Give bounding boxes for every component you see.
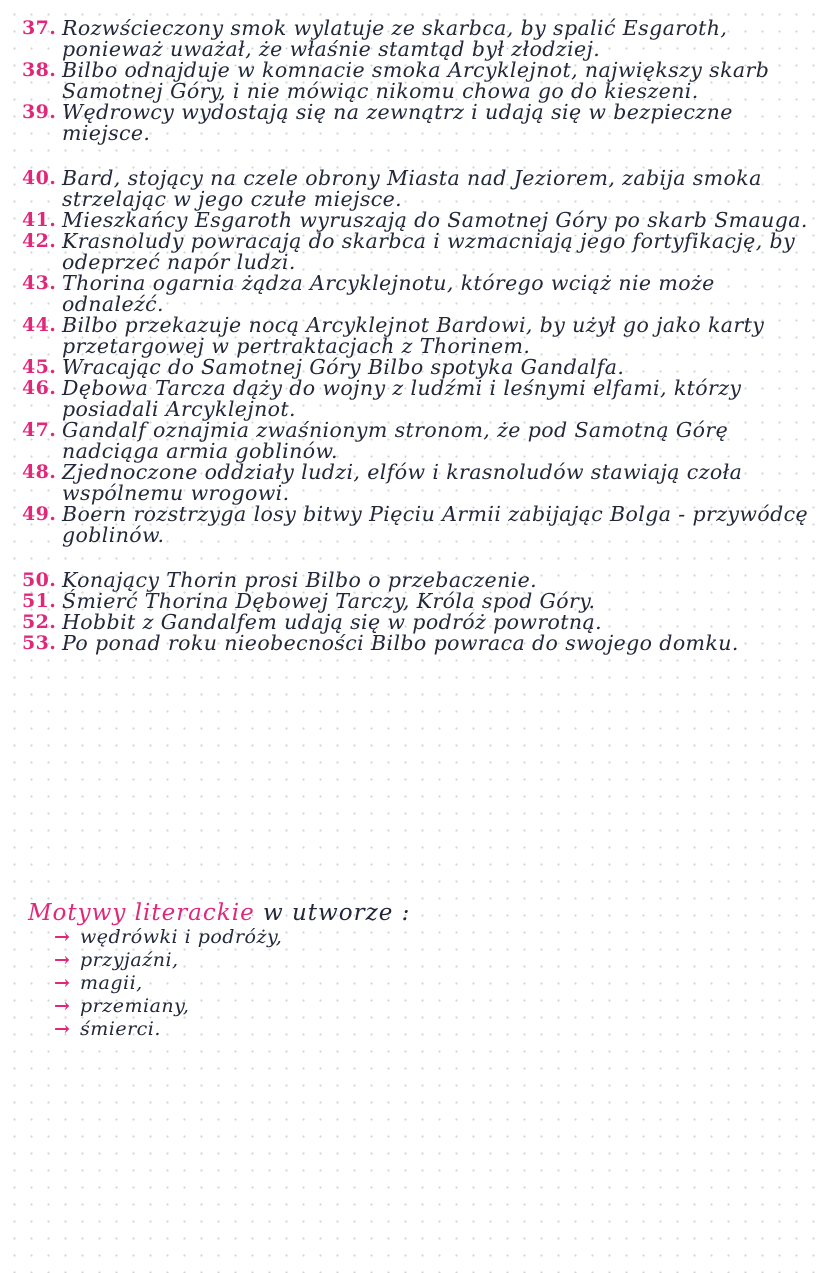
motifs-heading-rest: w utworze : — [263, 900, 411, 926]
item-number: 39. — [22, 101, 57, 123]
item-text: Krasnoludy powracają do skarbca i wzmacniają jego fortyfikację, by odeprzeć napór ludzi. — [62, 229, 796, 274]
item-number: 44. — [22, 314, 57, 336]
list-item — [22, 357, 822, 378]
spacer — [22, 144, 822, 168]
list-item — [22, 420, 822, 462]
list-item — [22, 60, 822, 102]
item-number: 45. — [22, 356, 57, 378]
spacer — [22, 546, 822, 570]
motif-text: śmierci. — [80, 1018, 161, 1040]
item-number: 53. — [22, 632, 57, 654]
arrow-right-icon: → — [54, 1018, 71, 1040]
arrow-right-icon: → — [54, 949, 71, 971]
motif-text: wędrówki i podróży, — [80, 926, 283, 948]
item-number: 38. — [22, 59, 57, 81]
list-item — [22, 315, 822, 357]
plot-events-list — [22, 18, 822, 654]
list-item — [22, 168, 822, 210]
list-item — [22, 462, 822, 504]
list-item — [22, 378, 822, 420]
item-text: Gandalf oznajmia zwaśnionym stronom, że pod Samotną Górę nadciąga armia goblinów. — [62, 418, 729, 463]
item-text: Konający Thorin prosi Bilbo o przebaczenie. — [62, 568, 538, 592]
arrow-right-icon: → — [54, 995, 71, 1017]
item-number: 43. — [22, 272, 57, 294]
item-text: Mieszkańcy Esgaroth wyruszają do Samotnej Góry po skarb Smauga. — [62, 208, 808, 232]
literary-motifs-section — [28, 900, 788, 1041]
item-text: Rozwścieczony smok wylatuje ze skarbca, by spalić Esgaroth, ponieważ uważał, że właśnie stamtąd był złodziej. — [62, 16, 728, 61]
item-text: Bilbo przekazuje nocą Arcyklejnot Bardowi, by użył go jako karty przetargowej w pertraktacjach z Thorinem. — [62, 313, 765, 358]
item-number: 40. — [22, 167, 57, 189]
motifs-heading-colored: Motywy literackie — [28, 900, 255, 926]
item-number: 46. — [22, 377, 57, 399]
motif-text: przemiany, — [80, 995, 190, 1017]
motif-item — [54, 995, 788, 1018]
arrow-right-icon: → — [54, 926, 71, 948]
list-item — [22, 231, 822, 273]
item-text: Wracając do Samotnej Góry Bilbo spotyka Gandalfa. — [62, 355, 625, 379]
motif-item — [54, 1018, 788, 1041]
item-number: 37. — [22, 17, 57, 39]
item-text: Po ponad roku nieobecności Bilbo powraca do swojego domku. — [62, 631, 739, 655]
item-text: Bard, stojący na czele obrony Miasta nad Jeziorem, zabija smoka strzelając w jego czułe miejsce. — [62, 166, 762, 211]
motif-item — [54, 949, 788, 972]
item-text: Thorina ogarnia żądza Arcyklejnotu, którego wciąż nie może odnaleźć. — [62, 271, 715, 316]
item-number: 42. — [22, 230, 57, 252]
motif-item — [54, 926, 788, 949]
list-item — [22, 591, 822, 612]
motifs-heading — [28, 900, 788, 926]
item-number: 41. — [22, 209, 57, 231]
list-item — [22, 612, 822, 633]
motif-text: magii, — [80, 972, 143, 994]
motif-text: przyjaźni, — [80, 949, 179, 971]
item-text: Dębowa Tarcza dąży do wojny z ludźmi i leśnymi elfami, którzy posiadali Arcyklejnot. — [62, 376, 742, 421]
list-item — [22, 570, 822, 591]
item-number: 51. — [22, 590, 57, 612]
list-item — [22, 273, 822, 315]
item-number: 48. — [22, 461, 57, 483]
list-item — [22, 210, 822, 231]
item-text: Boern rozstrzyga losy bitwy Pięciu Armii zabijając Bolga - przywódcę goblinów. — [62, 502, 809, 547]
item-number: 49. — [22, 503, 57, 525]
list-item — [22, 633, 822, 654]
list-item — [22, 504, 822, 546]
item-text: Hobbit z Gandalfem udają się w podróż powrotną. — [62, 610, 603, 634]
item-text: Bilbo odnajduje w komnacie smoka Arcyklejnot, największy skarb Samotnej Góry, i nie mówiąc nikomu chowa go do kieszeni. — [62, 58, 770, 103]
motif-item — [54, 972, 788, 995]
item-text: Śmierć Thorina Dębowej Tarczy, Króla spod Góry. — [62, 589, 596, 613]
item-number: 50. — [22, 569, 57, 591]
item-number: 52. — [22, 611, 57, 633]
arrow-right-icon: → — [54, 972, 71, 994]
item-text: Zjednoczone oddziały ludzi, elfów i krasnoludów stawiają czoła wspólnemu wrogowi. — [62, 460, 743, 505]
list-item — [22, 18, 822, 60]
list-item — [22, 102, 822, 144]
item-text: Wędrowcy wydostają się na zewnątrz i udają się w bezpieczne miejsce. — [62, 100, 733, 145]
item-number: 47. — [22, 419, 57, 441]
